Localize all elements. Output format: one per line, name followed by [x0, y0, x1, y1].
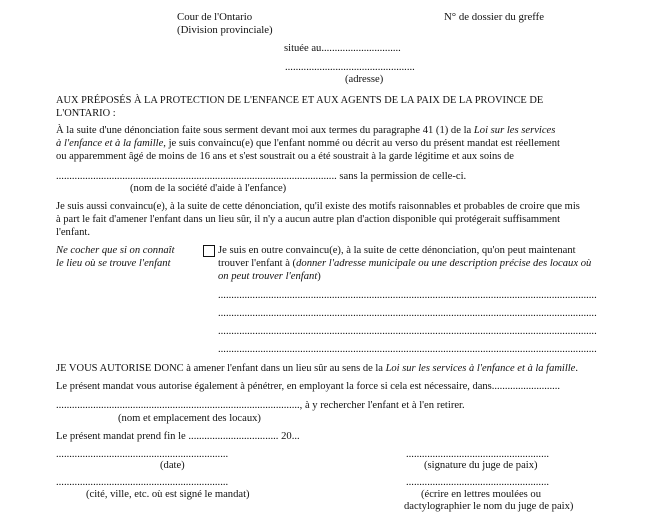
- option-text-a: trouver l'enfant à (: [218, 258, 297, 269]
- located-at-line: [284, 42, 401, 55]
- option-note-text-2: le lieu où se trouve l'enfant: [56, 258, 171, 269]
- para1-line-2: [56, 137, 560, 150]
- judge-name-dots: ......................................................: [406, 477, 550, 488]
- search-child-text: , à y rechercher l'enfant et à l'en retirer.: [299, 400, 465, 411]
- para2-line-1: Je suis aussi convaincu(e), à la suite de cette dénonciation, qu'il existe des motifs raisonnables et probables de croire que mis: [56, 201, 580, 212]
- society-name-caption: (nom de la société d'aide à l'enfance): [130, 183, 287, 194]
- para1-line-3: ou apparemment âgé de moins de 16 ans et s'est soustrait ou a été soustrait à la garde légitime et aux soins de: [56, 151, 514, 162]
- court-name: Cour de l'Ontario: [177, 11, 253, 23]
- expiry-line: [56, 430, 300, 443]
- para1-permission-text: sans la permission de celle-ci.: [336, 171, 467, 182]
- authorize-law-title: Loi sur les services à l'enfance et à la famille: [385, 363, 576, 374]
- para1-law-title-a: Loi sur les services: [473, 125, 556, 136]
- expiry-label: Le présent mandat prend fin le: [56, 431, 186, 442]
- address-dots: .................................................: [285, 62, 415, 73]
- para1-law-title-b: à l'enfance et à la famille: [56, 138, 164, 149]
- option-line-1: Je suis en outre convaincu(e), à la suite de cette dénonciation, qu'on peut maintenant: [218, 245, 576, 256]
- authorize-line-3: [56, 399, 465, 412]
- para1-text-a: À la suite d'une dénonciation faite sous serment devant moi aux termes du paragraphe 41 (1) de la: [56, 125, 474, 136]
- option-dots-line-1: ...............................................................................................................................................: [218, 290, 597, 301]
- premises-caption: (nom et emplacement des locaux): [118, 413, 261, 424]
- court-division: (Division provinciale): [177, 24, 273, 36]
- addressee-line-1: AUX PRÉPOSÉS À LA PROTECTION DE L'ENFANCE ET AUX AGENTS DE LA PAIX DE LA PROVINCE DE: [56, 95, 544, 106]
- judge-name-caption-2: dactylographier le nom du juge de paix): [404, 501, 574, 512]
- society-name-dots: ..........................................................................................................: [56, 171, 337, 182]
- para2-line-2: à part le fait d'amener l'enfant dans un lieu sûr, il n'y a aucun autre plan d'action disponible qui protégerait suffisamment: [56, 214, 561, 225]
- expiry-dots: ..................................: [188, 431, 279, 442]
- option-dots-line-2: ...............................................................................................................................................: [218, 308, 597, 319]
- option-note-text-1: Ne cocher que si on connaît: [56, 245, 175, 256]
- date-caption: (date): [160, 460, 185, 471]
- judge-signature-caption: (signature du juge de paix): [424, 460, 538, 471]
- para1-line-1: [56, 124, 618, 137]
- expiry-year: 20...: [281, 431, 300, 442]
- para1-text-b: , je suis convaincu(e) que l'enfant nommé ou décrit au verso du présent mandat est réellement: [163, 138, 560, 149]
- judge-signature-dots: ......................................................: [406, 449, 550, 460]
- city-dots: .................................................................: [56, 477, 229, 488]
- option-line-2: [218, 257, 591, 270]
- authorize-line-1: [56, 362, 578, 375]
- option-dots-line-4: ...............................................................................................................................................: [218, 344, 597, 355]
- authorize-line-2: [56, 380, 560, 393]
- located-at-dots: ..............................: [321, 43, 401, 54]
- option-note-line-2: [56, 257, 171, 270]
- authorize-text: JE VOUS AUTORISE DONC à amener l'enfant dans un lieu sûr au sens de la: [56, 363, 386, 374]
- located-at-label: située au: [284, 43, 322, 54]
- option-dots-line-3: ...............................................................................................................................................: [218, 326, 597, 337]
- enter-premises-dots: ..........................: [491, 381, 560, 392]
- enter-premises-text: Le présent mandat vous autorise également à pénétrer, en employant la force si cela est nécessaire, dans: [56, 381, 492, 392]
- option-text-b: ): [317, 271, 321, 282]
- para2-line-3: l'enfant.: [56, 227, 90, 238]
- child-location-checkbox[interactable]: [203, 245, 215, 257]
- authorize-period: .: [575, 363, 578, 374]
- option-line-3: [218, 270, 321, 283]
- date-dots: .................................................................: [56, 449, 229, 460]
- addressee-line-2: L'ONTARIO :: [56, 108, 116, 119]
- option-italic-b: on peut trouver l'enfant: [218, 271, 318, 282]
- judge-name-caption-1: (écrire en lettres moulées ou: [421, 489, 542, 500]
- option-note-line-1: [56, 244, 175, 257]
- city-caption: (cité, ville, etc. où est signé le mandat): [86, 489, 250, 500]
- file-number-label: N° de dossier du greffe: [444, 11, 545, 23]
- address-caption: (adresse): [345, 74, 384, 85]
- premises-name-dots: ............................................................................................: [56, 400, 300, 411]
- option-italic-a: donner l'adresse municipale ou une description précise des locaux où: [296, 258, 592, 269]
